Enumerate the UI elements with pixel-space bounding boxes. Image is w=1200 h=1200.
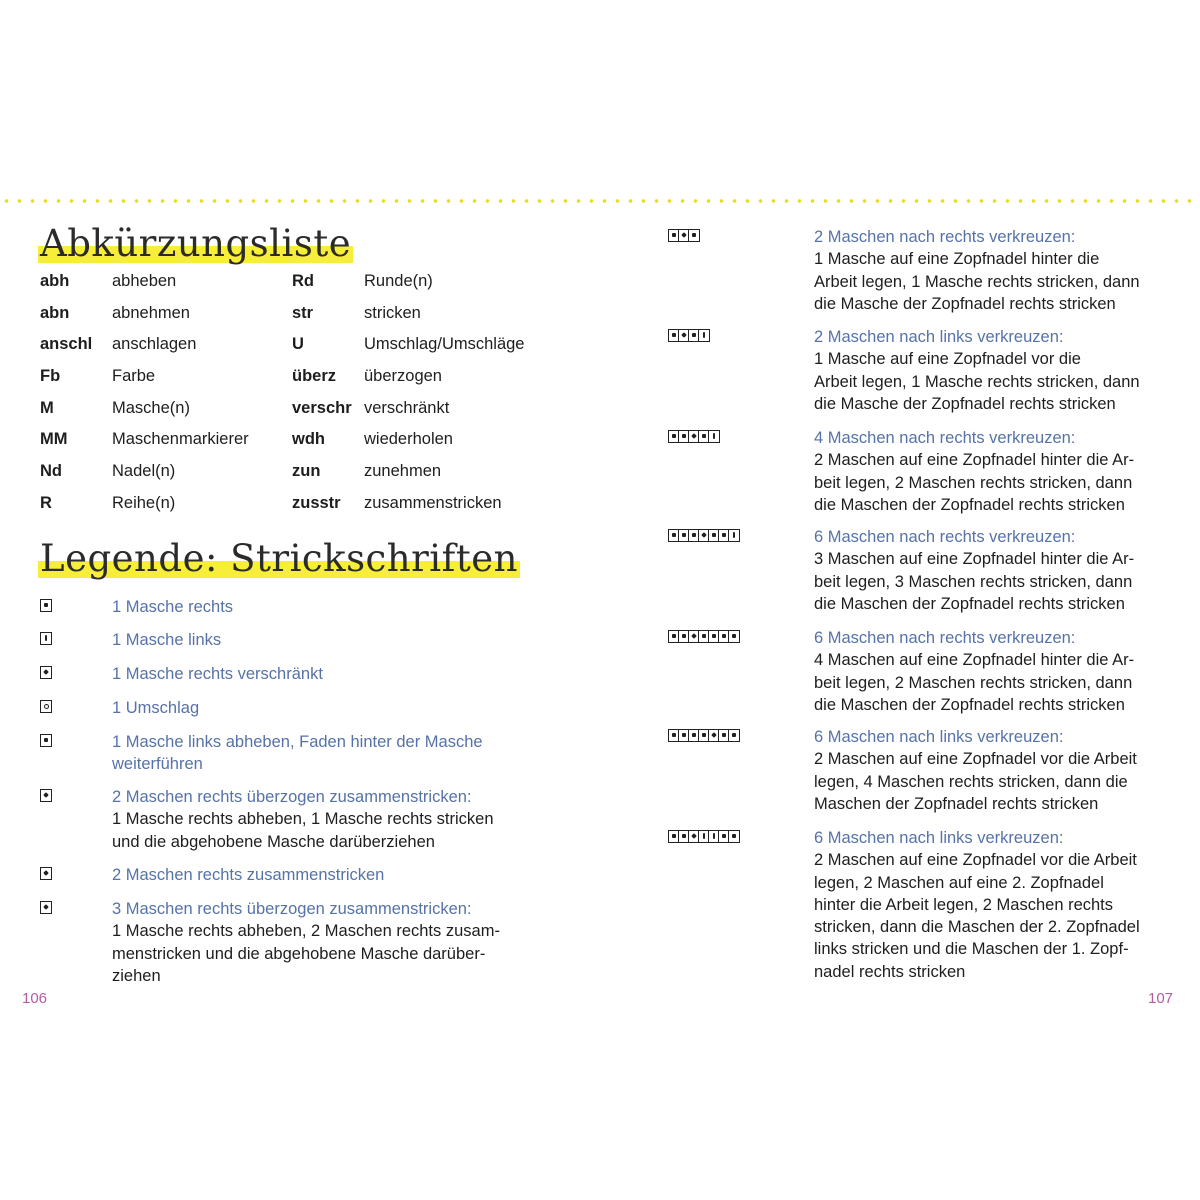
cable-entry <box>814 326 1184 415</box>
cable-title: 2 Maschen nach links verkreuzen: <box>814 328 1064 346</box>
legend-entry <box>112 731 532 776</box>
abbreviation-row <box>292 335 532 357</box>
abbreviation-key: zun <box>292 462 321 480</box>
cable-description-line: 3 Maschen auf eine Zopfnadel hinter die Ar- <box>814 550 1135 569</box>
abbreviation-row <box>292 399 532 421</box>
twisted-knit-symbol <box>40 666 52 679</box>
legend-entry <box>112 786 532 853</box>
cable-description-line: die Maschen der Zopfnadel rechts stricken <box>814 695 1125 714</box>
cable-description-line: Maschen der Zopfnadel rechts stricken <box>814 794 1099 813</box>
cable-6-right-b-symbol <box>668 630 740 643</box>
legend-title: 1 Masche rechts verschränkt <box>112 665 323 683</box>
abbreviation-key: verschr <box>292 399 352 417</box>
cable-description-line: 2 Maschen auf eine Zopfnadel hinter die Ar- <box>814 451 1135 470</box>
legend-entry <box>112 697 532 719</box>
cable-2-left-symbol <box>668 329 710 342</box>
cable-title: 4 Maschen nach rechts verkreuzen: <box>814 429 1076 447</box>
cable-description-line: nadel rechts stricken <box>814 962 966 981</box>
cable-description-line: die Masche der Zopfnadel rechts stricken <box>814 394 1116 413</box>
abbreviation-row <box>40 272 280 294</box>
abbreviation-meaning: überzogen <box>364 367 442 385</box>
cable-6-right-a-symbol <box>668 529 740 542</box>
double-decrease-symbol <box>40 901 52 914</box>
abbreviation-key: M <box>40 399 54 417</box>
cable-4-right-symbol <box>668 430 720 443</box>
cable-entry <box>814 726 1184 815</box>
legend-title: 1 Masche links <box>112 631 222 649</box>
cable-title: 6 Maschen nach rechts verkreuzen: <box>814 528 1076 546</box>
abbreviation-row <box>292 430 532 452</box>
abbreviation-key: R <box>40 494 52 512</box>
cable-description-line: beit legen, 2 Maschen rechts stricken, dann <box>814 473 1133 492</box>
abbreviation-meaning: Runde(n) <box>364 272 433 290</box>
abbreviation-row <box>40 399 280 421</box>
abbreviation-meaning: verschränkt <box>364 399 450 417</box>
cable-title: 6 Maschen nach links verkreuzen: <box>814 829 1064 847</box>
cable-title: 6 Maschen nach rechts verkreuzen: <box>814 629 1076 647</box>
cable-description-line: Arbeit legen, 1 Masche rechts stricken, dann <box>814 272 1140 291</box>
abbreviation-key: U <box>292 335 304 353</box>
abbreviation-key: wdh <box>292 430 325 448</box>
abbreviation-key: überz <box>292 367 337 385</box>
abbreviation-row <box>292 304 532 326</box>
page-number-right: 107 <box>1148 990 1174 1007</box>
cable-description-line: legen, 2 Maschen auf eine 2. Zopfnadel <box>814 873 1104 892</box>
legend-entry <box>112 663 532 685</box>
abbreviation-meaning: Umschlag/Umschläge <box>364 335 525 353</box>
legend-description-line: menstricken und die abgehobene Masche darüber- <box>112 944 486 963</box>
cable-description-line: legen, 4 Maschen rechts stricken, dann die <box>814 772 1128 791</box>
abbreviation-meaning: zunehmen <box>364 462 442 480</box>
abbreviations-heading: Abkürzungsliste <box>40 222 352 265</box>
abbreviation-row <box>40 367 280 389</box>
slip-stitch-symbol <box>40 734 52 747</box>
legend-entry <box>112 596 532 618</box>
legend-description-line: und die abgehobene Masche darüberziehen <box>112 832 435 851</box>
abbreviation-row <box>292 272 532 294</box>
abbreviation-key: Rd <box>292 272 314 290</box>
cable-entry <box>814 827 1184 983</box>
legend-description-line: ziehen <box>112 966 161 985</box>
legend-title: 3 Maschen rechts überzogen zusammenstricken: <box>112 900 472 918</box>
abbreviation-row <box>292 462 532 484</box>
cable-description-line: 2 Maschen auf eine Zopfnadel vor die Arbeit <box>814 851 1137 870</box>
cable-6-left-b-symbol <box>668 830 740 843</box>
legend-title: 1 Masche links abheben, Faden hinter der Masche <box>112 733 483 751</box>
abbreviation-key: Fb <box>40 367 61 385</box>
legend-entry <box>112 864 532 886</box>
abbreviation-meaning: abheben <box>112 272 177 290</box>
abbreviation-key: MM <box>40 430 68 448</box>
cable-description-line: die Maschen der Zopfnadel rechts stricken <box>814 594 1125 613</box>
cable-description-line: beit legen, 3 Maschen rechts stricken, dann <box>814 572 1133 591</box>
abbreviation-row <box>292 494 532 516</box>
cable-title: 2 Maschen nach rechts verkreuzen: <box>814 228 1076 246</box>
ssk-decrease-symbol <box>40 789 52 802</box>
cable-entry <box>814 226 1184 315</box>
cable-6-left-a-symbol <box>668 729 740 742</box>
legend-entry <box>112 629 532 651</box>
legend-title: 1 Masche rechts <box>112 598 234 616</box>
cable-title: 6 Maschen nach links verkreuzen: <box>814 728 1064 746</box>
abbreviation-row <box>292 367 532 389</box>
cable-description-line: die Masche der Zopfnadel rechts stricken <box>814 294 1116 313</box>
k2tog-decrease-symbol <box>40 867 52 880</box>
abbreviation-row <box>40 335 280 357</box>
cable-description-line: die Maschen der Zopfnadel rechts stricken <box>814 495 1125 514</box>
knit-stitch-symbol <box>40 599 52 612</box>
abbreviation-meaning: wiederholen <box>364 430 453 448</box>
purl-stitch-symbol <box>40 632 52 645</box>
legend-description-line: 1 Masche rechts abheben, 2 Maschen rechts zusam- <box>112 922 500 941</box>
abbreviation-row <box>40 462 280 484</box>
abbreviation-meaning: Nadel(n) <box>112 462 176 480</box>
cable-description-line: hinter die Arbeit legen, 2 Maschen rechts <box>814 895 1114 914</box>
legend-title: 1 Umschlag <box>112 699 200 717</box>
abbreviation-key: abh <box>40 272 70 290</box>
abbreviation-meaning: anschlagen <box>112 335 197 353</box>
cable-description-line: 2 Maschen auf eine Zopfnadel vor die Arbeit <box>814 750 1137 769</box>
abbreviation-meaning: zusammenstricken <box>364 494 502 512</box>
cable-entry <box>814 627 1184 716</box>
cable-description-line: 4 Maschen auf eine Zopfnadel hinter die Ar- <box>814 651 1135 670</box>
abbreviation-key: str <box>292 304 314 322</box>
abbreviation-meaning: abnehmen <box>112 304 190 322</box>
cable-description-line: stricken, dann die Maschen der 2. Zopfnadel <box>814 918 1140 937</box>
abbreviation-key: zusstr <box>292 494 341 512</box>
abbreviation-row <box>40 430 280 452</box>
legend-title-cont: weiterführen <box>112 755 203 774</box>
abbreviation-meaning: Farbe <box>112 367 156 385</box>
abbreviation-key: abn <box>40 304 70 322</box>
legend-title: 2 Maschen rechts zusammenstricken <box>112 866 385 884</box>
cable-2-right-symbol <box>668 229 700 242</box>
cable-description-line: beit legen, 2 Maschen rechts stricken, dann <box>814 673 1133 692</box>
abbreviation-meaning: Reihe(n) <box>112 494 176 512</box>
abbreviation-row <box>40 304 280 326</box>
page-number-left: 106 <box>22 990 48 1007</box>
cable-entry <box>814 427 1184 516</box>
cable-description-line: 1 Masche auf eine Zopfnadel hinter die <box>814 250 1100 269</box>
abbreviation-row <box>40 494 280 516</box>
cable-description-line: Arbeit legen, 1 Masche rechts stricken, dann <box>814 372 1140 391</box>
legend-entry <box>112 898 532 987</box>
legend-title: 2 Maschen rechts überzogen zusammenstricken: <box>112 788 472 806</box>
legend-description-line: 1 Masche rechts abheben, 1 Masche rechts stricken <box>112 810 494 829</box>
abbreviation-key: anschl <box>40 335 93 353</box>
cable-entry <box>814 526 1184 615</box>
abbreviation-meaning: Maschenmarkierer <box>112 430 249 448</box>
cable-description-line: links stricken und die Maschen der 1. Zopf- <box>814 940 1129 959</box>
cable-description-line: 1 Masche auf eine Zopfnadel vor die <box>814 350 1081 369</box>
abbreviation-meaning: Masche(n) <box>112 399 190 417</box>
legend-heading: Legende: Strickschriften <box>40 537 518 580</box>
abbreviation-key: Nd <box>40 462 62 480</box>
yarn-over-symbol <box>40 700 52 713</box>
abbreviation-meaning: stricken <box>364 304 421 322</box>
dotted-divider <box>0 198 1200 204</box>
